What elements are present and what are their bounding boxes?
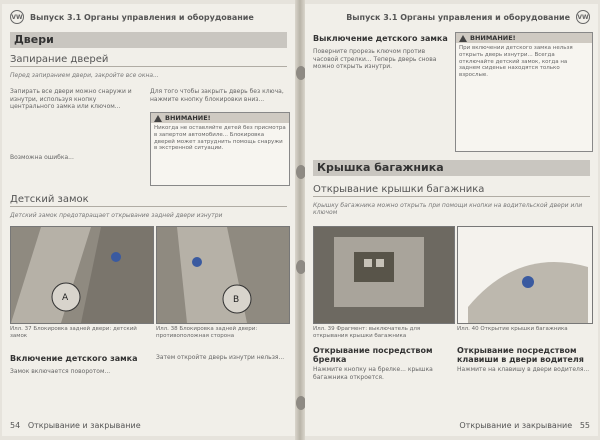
header-text: Выпуск 3.1 Органы управления и оборудование — [30, 12, 254, 22]
figure-caption: Илл. 39 Фрагмент: выключатель для открывания крышки багажника — [313, 326, 421, 339]
right-page — [305, 4, 598, 436]
door-lock-illustration-icon — [11, 227, 153, 323]
driver-door-heading: Открывание посредством клавиши в двери водителя — [457, 346, 584, 364]
col2-text: Для того чтобы закрыть дверь без ключа, нажмите кнопку блокировки вниз... — [150, 88, 284, 103]
figure-caption: Илл. 40 Открытие крышки багажника — [457, 326, 568, 332]
header-text: Выпуск 3.1 Органы управления и оборудование — [346, 12, 570, 22]
brand-logo-icon: VW — [10, 10, 24, 24]
footer — [459, 421, 590, 430]
footer-title: Открывание и закрывание — [27, 421, 141, 430]
warning-text: Никогда не оставляйте детей без присмотра в запертом автомобиле... Блокировка дверей может затруднить помощь снаружи в экстренной ситуации. — [154, 125, 286, 152]
warning-icon — [154, 115, 162, 122]
top-text: Поверните прорезь ключом против часовой стрелки... Теперь дверь снова можно открыть изнутри. — [313, 48, 437, 70]
door-lock-illustration-icon — [157, 227, 289, 323]
left-page — [2, 4, 295, 436]
warning-title: ВНИМАНИЕ! — [165, 114, 211, 122]
enable-heading: Включение детского замка — [10, 354, 138, 363]
driver-door-text: Нажмите на клавишу в двери водителя... — [457, 366, 590, 373]
trunk-intro: Крышку багажника можно открыть при помощи кнопки на водительской двери или ключом — [313, 202, 583, 216]
figure-caption: Илл. 38 Блокировка задней двери: противоположная сторона — [156, 326, 258, 339]
running-header — [10, 10, 287, 24]
top-heading: Выключение детского замка — [313, 34, 448, 43]
section-intro: Перед запиранием двери, закройте все окна... — [10, 72, 159, 79]
figure-trunk-open — [457, 226, 593, 324]
svg-text:B: B — [233, 295, 240, 305]
section-title: Запирание дверей — [10, 54, 287, 67]
figure-door-lock-a — [10, 226, 154, 324]
trunk-title: Крышка багажника — [313, 160, 590, 176]
figure-trunk-switch — [313, 226, 455, 324]
figure-door-lock-b — [156, 226, 290, 324]
trunk-open-illustration-icon — [458, 227, 592, 323]
fob-text: Нажмите кнопку на брелке... крышка багажника откроется. — [313, 366, 433, 381]
fob-heading: Открывание посредством брелка — [313, 346, 433, 364]
warning-box — [455, 32, 593, 152]
enable-text: Замок включается поворотом... — [10, 368, 111, 375]
page-title: Двери — [10, 32, 287, 48]
figure-caption: Илл. 37 Блокировка задней двери: детский замок — [10, 326, 137, 339]
brand-logo-icon: VW — [576, 10, 590, 24]
running-header — [313, 10, 590, 24]
footer-title: Открывание и закрывание — [459, 421, 573, 430]
warning-box — [150, 112, 290, 186]
trunk-section: Открывание крышки багажника — [313, 184, 590, 197]
page-number: 54 — [10, 421, 21, 430]
warning-title: ВНИМАНИЕ! — [470, 34, 516, 42]
col1-note: Возможна ошибка... — [10, 154, 74, 161]
warning-text: При включении детского замка нельзя открыть дверь изнутри... Всегда отключайте детский замок, когда на заднем сиденье находятся только взрослые. — [459, 45, 573, 79]
side-text: Затем откройте дверь изнутри нельзя... — [156, 354, 285, 361]
footer — [10, 421, 141, 430]
page-number: 55 — [579, 421, 590, 430]
col1-text: Запирать все двери можно снаружи и изнутри, используя кнопку центрального замка или ключом... — [10, 88, 132, 110]
svg-text:A: A — [62, 293, 69, 303]
trunk-switch-illustration-icon — [314, 227, 454, 323]
child-lock-intro: Детский замок предотвращает открывание задней двери изнутри — [10, 212, 223, 219]
warning-icon — [459, 35, 467, 42]
child-lock-title: Детский замок — [10, 194, 287, 207]
